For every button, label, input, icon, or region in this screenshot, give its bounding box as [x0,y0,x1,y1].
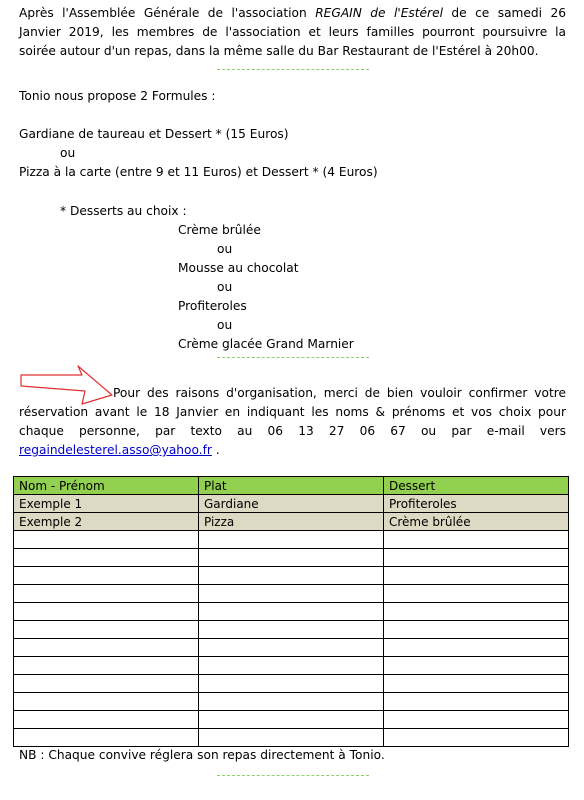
table-cell[interactable] [14,711,199,729]
table-row [14,531,569,549]
formule-1: Gardiane de taureau et Dessert * (15 Euros) [19,127,289,141]
table-cell[interactable] [14,549,199,567]
reservation-end: . [211,443,220,457]
table-row [14,621,569,639]
table-cell[interactable] [199,531,384,549]
table-cell: Gardiane [199,495,384,513]
formule-or: ou [60,146,76,160]
intro-text: de ce samedi 26 [451,6,567,20]
intro-line-3: soirée autour d'un repas, dans la même salle du Bar Restaurant de l'Estérel à 20h00. [19,44,539,58]
table-cell[interactable] [384,549,569,567]
formules-heading: Tonio nous propose 2 Formules : [19,89,216,103]
table-cell[interactable] [199,585,384,603]
table-cell[interactable] [199,657,384,675]
table-row [14,549,569,567]
reservation-line-1: Pour des raisons d'organisation, merci de bien vouloir confirmer votre [113,386,566,400]
table-row [14,675,569,693]
dessert-item: Crème brûlée [178,223,261,237]
association-name: REGAIN de l'Estérel [315,6,443,20]
table-cell[interactable] [199,549,384,567]
table-cell[interactable] [14,657,199,675]
table-cell: Crème brûlée [384,513,569,531]
table-cell[interactable] [14,621,199,639]
table-cell: Profiteroles [384,495,569,513]
table-row [14,513,569,531]
table-row [14,693,569,711]
intro-text: Après l'Assemblée Générale de l'association [19,6,307,20]
table-cell[interactable] [14,585,199,603]
dessert-or: ou [217,280,233,294]
table-row [14,603,569,621]
table-header-row [14,477,569,495]
table-row [14,639,569,657]
table-cell[interactable] [14,639,199,657]
dessert-item: Mousse au chocolat [178,261,299,275]
table-cell[interactable] [14,693,199,711]
table-cell[interactable] [199,603,384,621]
intro-line-1 [19,4,566,23]
table-cell[interactable] [384,531,569,549]
table-cell[interactable] [384,639,569,657]
dessert-or: ou [217,242,233,256]
table-row [14,567,569,585]
table-cell[interactable] [14,531,199,549]
table-cell[interactable] [384,675,569,693]
reservation-line-4 [19,441,220,460]
table-cell[interactable] [384,585,569,603]
table-cell[interactable] [199,729,384,747]
dessert-or: ou [217,318,233,332]
separator [217,357,369,358]
nb-note: NB : Chaque convive réglera son repas directement à Tonio. [19,748,385,762]
header-plat: Plat [199,477,384,495]
table-cell[interactable] [14,675,199,693]
table-cell[interactable] [199,639,384,657]
table-cell[interactable] [199,567,384,585]
table-cell[interactable] [384,711,569,729]
table-cell[interactable] [384,603,569,621]
separator [217,775,369,776]
table-cell[interactable] [199,711,384,729]
table-row [14,657,569,675]
table-cell[interactable] [384,621,569,639]
table-cell[interactable] [384,693,569,711]
table-cell[interactable] [14,567,199,585]
separator [217,69,369,70]
table-cell[interactable] [199,675,384,693]
table-cell: Pizza [199,513,384,531]
table-cell[interactable] [14,603,199,621]
reservation-table [13,476,569,747]
table-row [14,729,569,747]
table-cell[interactable] [199,621,384,639]
table-cell[interactable] [199,693,384,711]
email-link[interactable]: regaindelesterel.asso@yahoo.fr [19,443,212,457]
table-cell: Exemple 2 [14,513,199,531]
reservation-line-2: réservation avant le 18 Janvier en indiquant les noms & prénoms et vos choix pour [19,405,566,419]
table-cell[interactable] [14,729,199,747]
table-cell[interactable] [384,729,569,747]
table-cell[interactable] [384,567,569,585]
table-cell[interactable] [384,657,569,675]
formule-2: Pizza à la carte (entre 9 et 11 Euros) et Dessert * (4 Euros) [19,165,378,179]
reservation-line-3: chaque personne, par texto au 06 13 27 06 67 ou par e-mail vers [19,424,566,438]
table-row [14,495,569,513]
table-row [14,585,569,603]
arrow-right-icon [20,365,114,405]
dessert-item: Crème glacée Grand Marnier [178,337,354,351]
desserts-heading: * Desserts au choix : [60,204,187,218]
dessert-item: Profiteroles [178,299,247,313]
header-nom-prenom: Nom - Prénom [14,477,199,495]
header-dessert: Dessert [384,477,569,495]
intro-line-2: Janvier 2019, les membres de l'association et leurs familles pourront poursuivre la [19,25,566,39]
table-cell: Exemple 1 [14,495,199,513]
table-row [14,711,569,729]
